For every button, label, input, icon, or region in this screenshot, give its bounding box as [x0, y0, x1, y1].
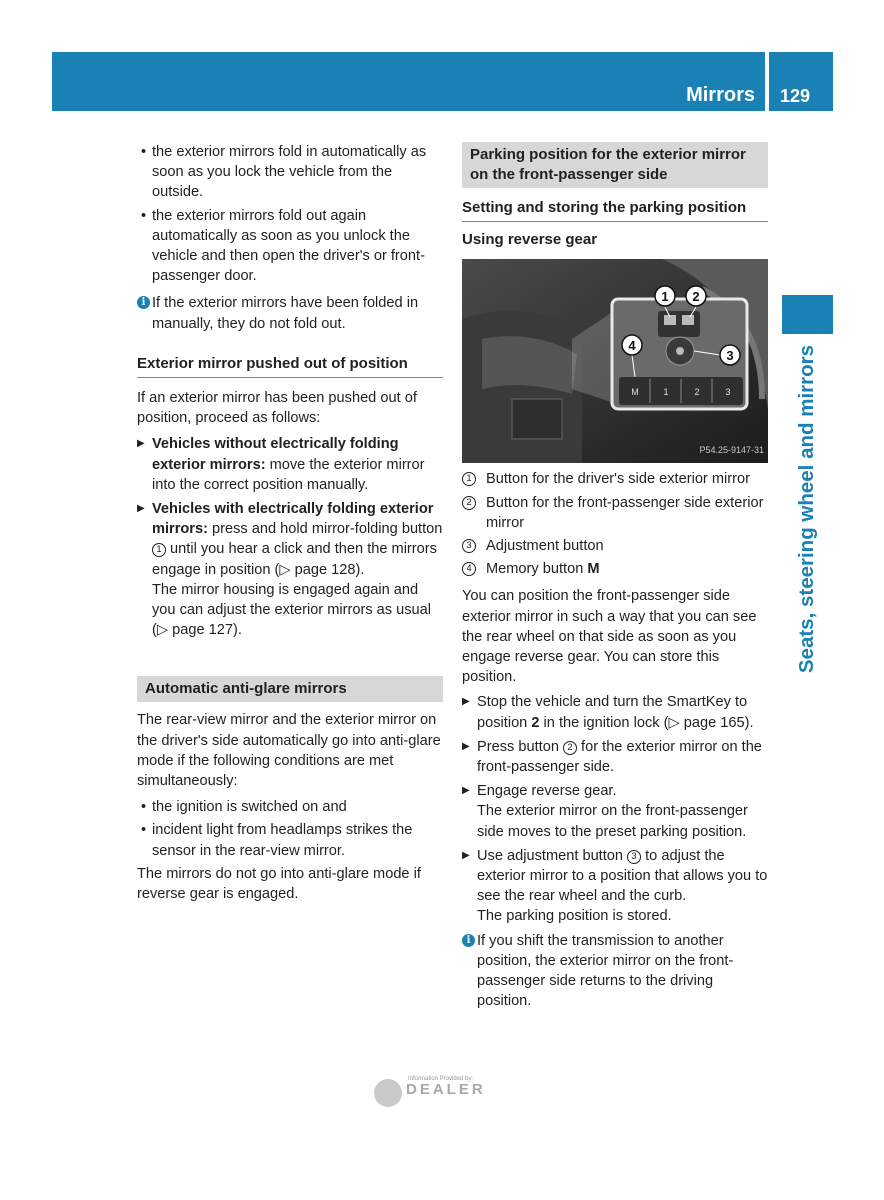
dealer-watermark — [372, 1072, 512, 1112]
legend-text: Button for the front-passenger side exterior mirror — [486, 494, 764, 531]
step-text: The mirror housing is engaged again and you can adjust the exterior mirrors as usual (▷ page 127). — [152, 581, 432, 639]
step-text: in the ignition lock (▷ page 165). — [539, 714, 754, 731]
step-bold: Vehicles with electrically folding exterior mirrors: — [152, 501, 434, 538]
info-text: If the exterior mirrors have been folded in manually, they do not fold out. — [152, 295, 419, 332]
photo-button-label: 3 — [725, 387, 731, 398]
legend-item — [462, 536, 768, 556]
step-text: move the exterior mirror into the correct position manually. — [152, 456, 425, 493]
page-number-box — [769, 52, 833, 111]
info-note — [137, 293, 443, 333]
step-bold: Vehicles without electrically folding exterior mirrors: — [152, 436, 399, 473]
door-panel-illustration — [462, 259, 768, 463]
callout-number: 2 — [563, 741, 577, 755]
dealer-logo-icon — [374, 1079, 402, 1107]
paragraph: The rear-view mirror and the exterior mirror on the driver's side automatically go into anti-glare mode if the following conditions are met simultaneously: — [137, 712, 441, 790]
photo-button-label: 1 — [663, 387, 669, 398]
header-bar — [52, 52, 765, 111]
legend-number: 1 — [462, 472, 476, 486]
step-text: press and hold mirror-folding button — [207, 521, 443, 538]
step-item — [137, 499, 443, 640]
chapter-title-text: Seats, steering wheel and mirrors — [795, 345, 818, 674]
legend-item — [462, 559, 768, 579]
page-title: Mirrors — [686, 84, 755, 106]
step-text: The exterior mirror on the front-passenger side moves to the preset parking position. — [477, 803, 748, 840]
step-item — [462, 781, 768, 842]
left-column — [137, 142, 443, 904]
watermark-big-text: DEALER — [406, 1081, 486, 1098]
legend-list — [462, 469, 768, 579]
legend-bold: M — [587, 561, 600, 578]
list-item: • the ignition is switched on and — [137, 797, 443, 817]
paragraph: If an exterior mirror has been pushed out of position, proceed as follows: — [137, 390, 417, 427]
step-item — [137, 434, 443, 495]
right-column — [462, 142, 768, 1011]
section-heading: Automatic anti-glare mirrors — [137, 676, 443, 702]
legend-item — [462, 469, 768, 489]
step-text: Press button — [477, 738, 563, 755]
watermark-small-text: Information Provided by: — [408, 1076, 474, 1082]
step-text: Stop the vehicle and turn the SmartKey to position — [477, 694, 748, 731]
legend-number: 4 — [462, 562, 476, 576]
legend-text: Button for the driver's side exterior mirror — [486, 471, 750, 488]
section-heading: Exterior mirror pushed out of position — [137, 354, 443, 378]
legend-item — [462, 493, 768, 533]
callout-1-label: 1 — [661, 289, 669, 305]
step-text: The parking position is stored. — [477, 908, 672, 925]
step-item — [462, 692, 768, 732]
step-text: Engage reverse gear. — [477, 783, 617, 800]
step-item — [462, 737, 768, 777]
step-text: for the exterior mirror on the front-passenger side. — [477, 738, 762, 776]
photo-button-label: M — [631, 387, 639, 398]
info-note — [462, 931, 768, 1012]
sub-heading: Setting and storing the parking position — [462, 198, 768, 222]
list-item: • incident light from headlamps strikes the sensor in the rear-view mirror. — [137, 820, 443, 860]
list-item: • the exterior mirrors fold in automatically as soon as you lock the vehicle from the outside. — [137, 142, 443, 203]
legend-number: 3 — [462, 539, 476, 553]
section-heading: Parking position for the exterior mirror on the front-passenger side — [462, 142, 768, 188]
step-text: until you hear a click and then the mirrors engage in position (▷ page 128). — [152, 541, 437, 578]
callout-number: 1 — [152, 543, 166, 557]
step-text: to adjust the exterior mirror to a position that allows you to see the rear wheel and the curb. — [477, 847, 768, 905]
legend-number: 2 — [462, 496, 476, 510]
info-icon: i — [462, 934, 475, 947]
legend-text: Memory button — [486, 561, 588, 578]
step-text: Use adjustment button — [477, 847, 628, 864]
list-item: • the exterior mirrors fold out again automatically as soon as you unlock the vehicle and then open the driver's or front-passenger door. — [137, 206, 443, 287]
paragraph: You can position the front-passenger side exterior mirror in such a way that you can see the rear wheel on that side as soon as you engage reverse gear. You can store this position. — [462, 588, 757, 686]
door-panel-photo — [462, 259, 768, 463]
legend-text: Adjustment button — [486, 538, 604, 555]
chapter-tab — [782, 295, 833, 334]
step-item — [462, 846, 768, 927]
callout-number: 3 — [627, 850, 641, 864]
sub-sub-heading: Using reverse gear — [462, 231, 598, 249]
paragraph: The mirrors do not go into anti-glare mode if reverse gear is engaged. — [137, 865, 421, 903]
photo-button-label: 2 — [694, 387, 700, 398]
page-number: 129 — [780, 86, 811, 106]
callout-2-label: 2 — [692, 289, 700, 305]
info-text: If you shift the transmission to another position, the exterior mirror on the front-passenger side returns to the driving position. — [477, 932, 734, 1010]
photo-caption: P54.25-9147-31 — [699, 445, 764, 456]
callout-3-label: 3 — [726, 348, 734, 364]
callout-4-label: 4 — [628, 338, 636, 354]
info-icon: i — [137, 296, 150, 309]
step-bold: 2 — [531, 714, 540, 731]
